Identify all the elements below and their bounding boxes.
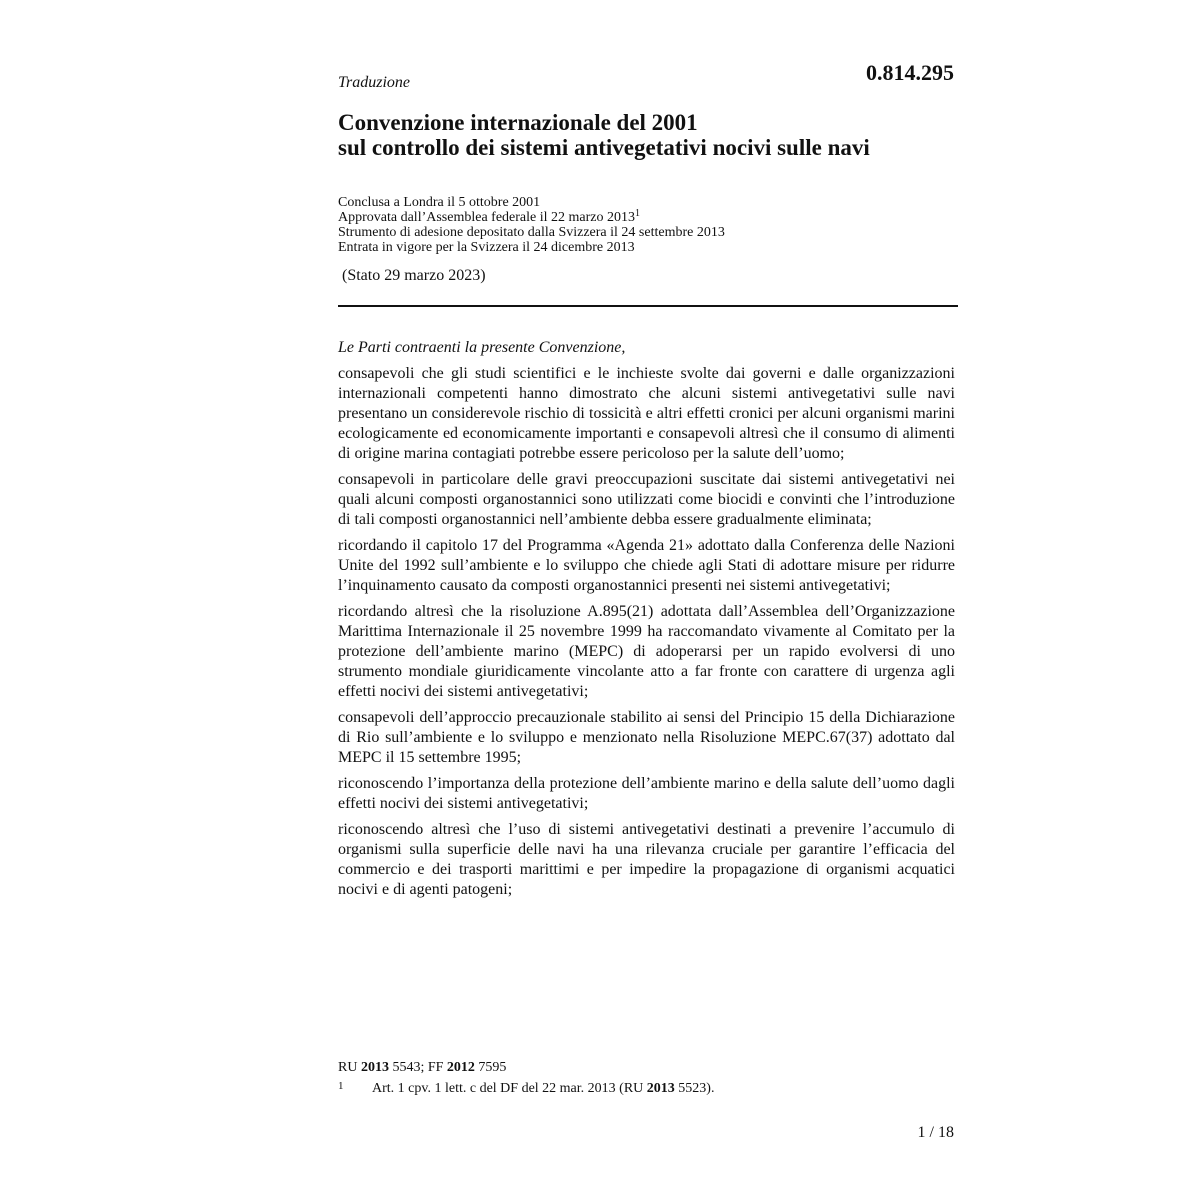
- footnote-mark: 1: [338, 1080, 344, 1092]
- document-title: [338, 110, 958, 160]
- metadata-block: [338, 195, 725, 255]
- separator-rule: [338, 305, 958, 307]
- preamble-paragraph: riconoscendo altresì che l’uso di sistemi antivegetativi destinati a prevenire l’accumulo di organismi sulla superficie delle navi ha una rilevanza cruciale per garantire l’efficacia del commercio e dei trasporti marittimi e per impedire la propagazione di organismi acquatici nocivi e di agenti patogeni;: [338, 821, 955, 898]
- footnote-ref[interactable]: 1: [635, 208, 641, 219]
- page-number: 1 / 18: [917, 1124, 954, 1141]
- translation-label: Traduzione: [338, 74, 411, 91]
- footnote-area: [338, 1058, 714, 1098]
- preamble-paragraph: consapevoli che gli studi scientifici e le inchieste svolte dai governi e dalle organizzazioni internazionali competenti hanno dimostrato che alcuni sistemi antivegetativi sulle navi presentano un considerevole rischio di tossicità e altri effetti cronici per alcuni organismi marini ecologicamente ed economicamente importanti e consapevoli altresì che il consumo di alimenti di origine marina contagiati potrebbe essere pericoloso per la salute dell’uomo;: [338, 365, 955, 462]
- preamble-intro: Le Parti contraenti la presente Convenzione,: [338, 339, 626, 356]
- title-line-1: Convenzione internazionale del 2001: [338, 110, 698, 135]
- instrument-line: Strumento di adesione depositato dalla Svizzera il 24 settembre 2013: [338, 225, 725, 240]
- status-line: (Stato 29 marzo 2023): [342, 267, 486, 284]
- footnote-1: 1 Art. 1 cpv. 1 lett. c del DF del 22 mar. 2013 (RU 2013 5523).: [338, 1077, 714, 1098]
- preamble-paragraph: ricordando altresì che la risoluzione A.895(21) adottata dall’Assemblea dell’Organizzazione Marittima Internazionale il 25 novembre 1999 ha raccomandato vivamente al Comitato per la protezione dell’ambiente marino (MEPC) di adoperarsi per un rapido evolversi di uno strumento mondiale giuridicamente vincolante atto a far fronte con carattere di urgenza agli effetti nocivi dei sistemi antivegetativi;: [338, 603, 955, 700]
- sr-number: 0.814.295: [866, 60, 954, 85]
- preamble-paragraph: consapevoli dell’approccio precauzionale stabilito ai sensi del Principio 15 della Dichiarazione di Rio sull’ambiente e lo sviluppo e menzionato nella Risoluzione MEPC.67(37) adottato dal MEPC il 15 settembre 1995;: [338, 709, 955, 766]
- approved-line: Approvata dall’Assemblea federale il 22 marzo 2013$^1$: [338, 208, 641, 225]
- concluded-line: Conclusa a Londra il 5 ottobre 2001: [338, 195, 541, 210]
- source-reference: RU 2013 5543; FF 2012 7595: [338, 1060, 507, 1075]
- preamble-paragraph: consapevoli in particolare delle gravi preoccupazioni suscitate dai sistemi antivegetativi nei quali alcuni composti organostannici sono utilizzati come biocidi e convinti che l’introduzione di tali composti organostannici nell’ambiente debba essere gradualmente eliminata;: [338, 471, 955, 528]
- entry-into-force-line: Entrata in vigore per la Svizzera il 24 dicembre 2013: [338, 240, 635, 255]
- preamble-body: [338, 364, 955, 906]
- title-line-2: sul controllo dei sistemi antivegetativi nocivi sulle navi: [338, 135, 870, 160]
- preamble-paragraph: ricordando il capitolo 17 del Programma «Agenda 21» adottato dalla Conferenza delle Nazioni Unite del 1992 sull’ambiente e lo sviluppo che chiede agli Stati di adottare misure per ridurre l’inquinamento causato da composti organostannici presenti nei sistemi antivegetativi;: [338, 537, 955, 594]
- preamble-paragraph: riconoscendo l’importanza della protezione dell’ambiente marino e della salute dell’uomo dagli effetti nocivi dei sistemi antivegetativi;: [338, 775, 955, 812]
